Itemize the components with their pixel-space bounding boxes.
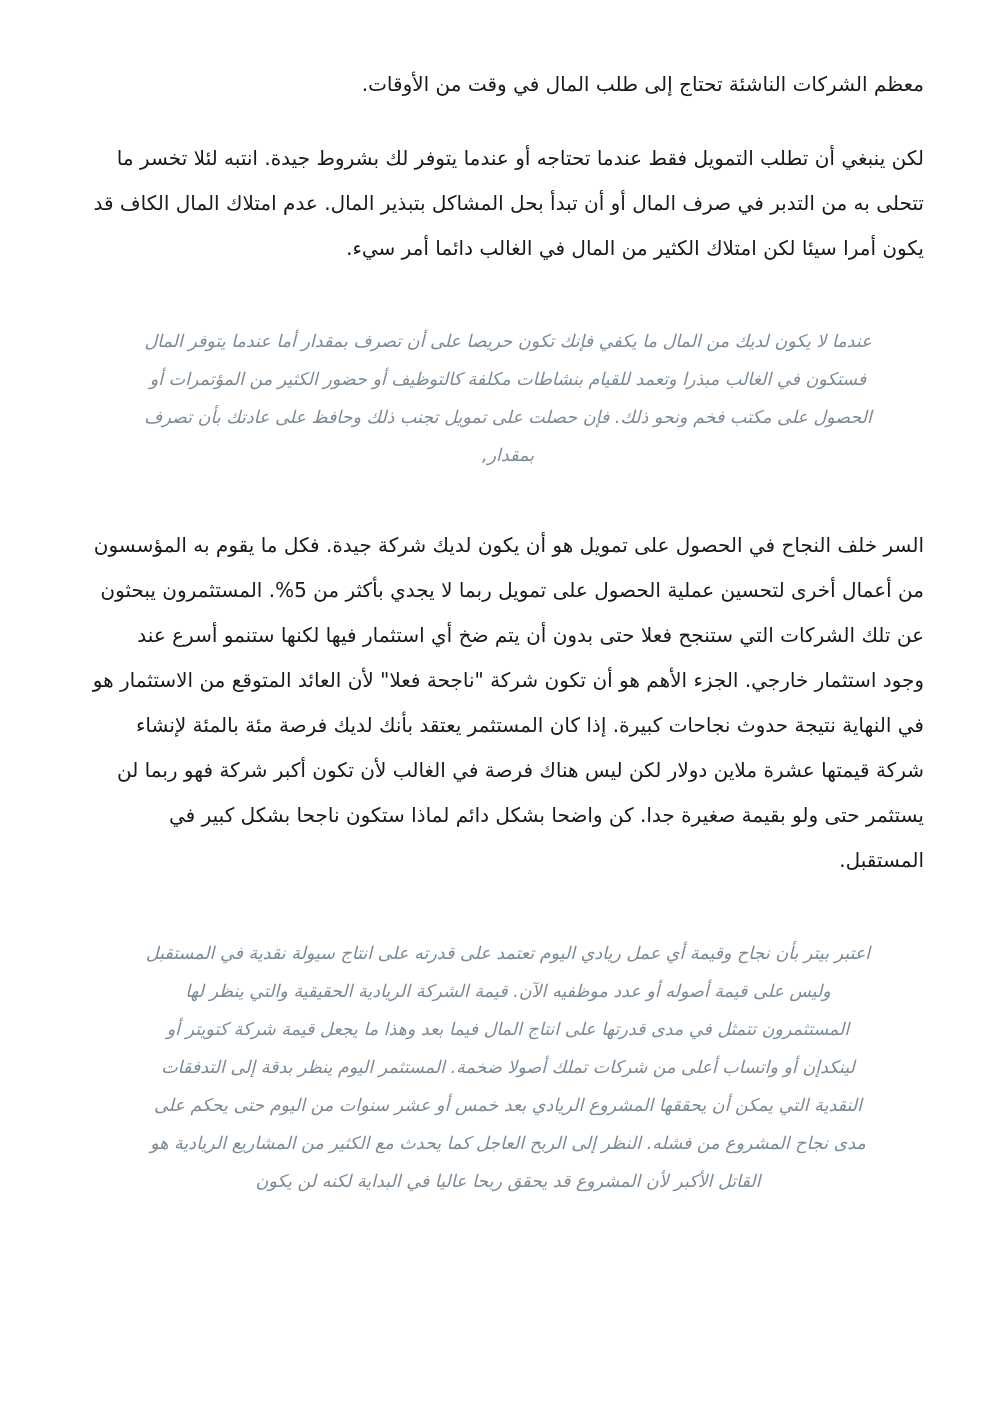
pull-quote-peter: اعتبر بيتر بأن نجاح وقيمة أي عمل ريادي اليوم تعتمد على قدرته على انتاج سيولة نقدية في المستقبل وليس على قيمة أصوله أو عدد موظفيه الآن. قيمة الشركة الريادية الحقيقية والتي ينظر لها المستثمرون تتمثل في مدى قدرتها على انتاج المال فيما بعد وهذا ما يجعل قيمة شركة كتويتر أو لينكدإن أو واتساب أعلى من شركات تملك أصولا ضخمة. المستثمر اليوم ينظر بدقة إلى التدفقات النقدية التي يمكن أن يحققها المشروع الريادي بعد خمس أو عشر سنوات من اليوم حتى يحكم على مدى نجاح المشروع من فشله. النظر إلى الربح العاجل كما يحدث مع الكثير من المشاريع الريادية هو القاتل الأكبر لأن المشروع قد يحقق ربحا عاليا في البداية لكنه لن يكون (145, 944, 871, 1192)
paragraph-funding-advice: لكن ينبغي أن تطلب التمويل فقط عندما تحتاجه أو عندما يتوفر لك بشروط جيدة. انتبه لئلا تخسر ما تتحلى به من التدبر في صرف المال أو أن تبدأ بحل المشاكل بتبذير المال. عدم امتلاك المال الكاف قد يكون أمرا سيئا لكن امتلاك الكثير من المال في الغالب دائما أمر سيء. (93, 146, 924, 260)
paragraph-intro: معظم الشركات الناشئة تحتاج إلى طلب المال في وقت من الأوقات. (361, 72, 924, 96)
document-page (92, 62, 924, 1201)
pull-quote-spending: عندما لا يكون لديك من المال ما يكفي فإنك تكون حريصا على أن تصرف بمقدار أما عندما يتوفر المال فستكون في الغالب مبذرا وتعمد للقيام بنشاطات مكلفة كالتوظيف أو حضور الكثير من المؤتمرات أو الحصول على مكتب فخم ونحو ذلك. فإن حصلت على تمويل تجنب ذلك وحافظ على عادتك بأن تصرف بمقدار, (144, 332, 872, 466)
paragraph-success-secret: السر خلف النجاح في الحصول على تمويل هو أن يكون لديك شركة جيدة. فكل ما يقوم به المؤسسون من أعمال أخرى لتحسين عملية الحصول على تمويل ربما لا يجدي بأكثر من 5%. المستثمرون يبحثون عن تلك الشركات التي ستنجح فعلا حتى بدون أن يتم ضخ أي استثمار فيها لكنها ستنمو أسرع عند وجود استثمار خارجي. الجزء الأهم هو أن تكون شركة "ناجحة فعلا" لأن العائد المتوقع من الاستثمار هو في النهاية نتيجة حدوث نجاحات كبيرة. إذا كان المستثمر يعتقد بأنك لديك فرصة مئة بالمئة لإنشاء شركة قيمتها عشرة ملاين دولار لكن ليس هناك فرصة في الغالب لأن تكون أكبر شركة فهو ربما لن يستثمر حتى ولو بقيمة صغيرة جدا. كن واضحا بشكل دائم لماذا ستكون ناجحا بشكل كبير في المستقبل. (92, 533, 924, 872)
